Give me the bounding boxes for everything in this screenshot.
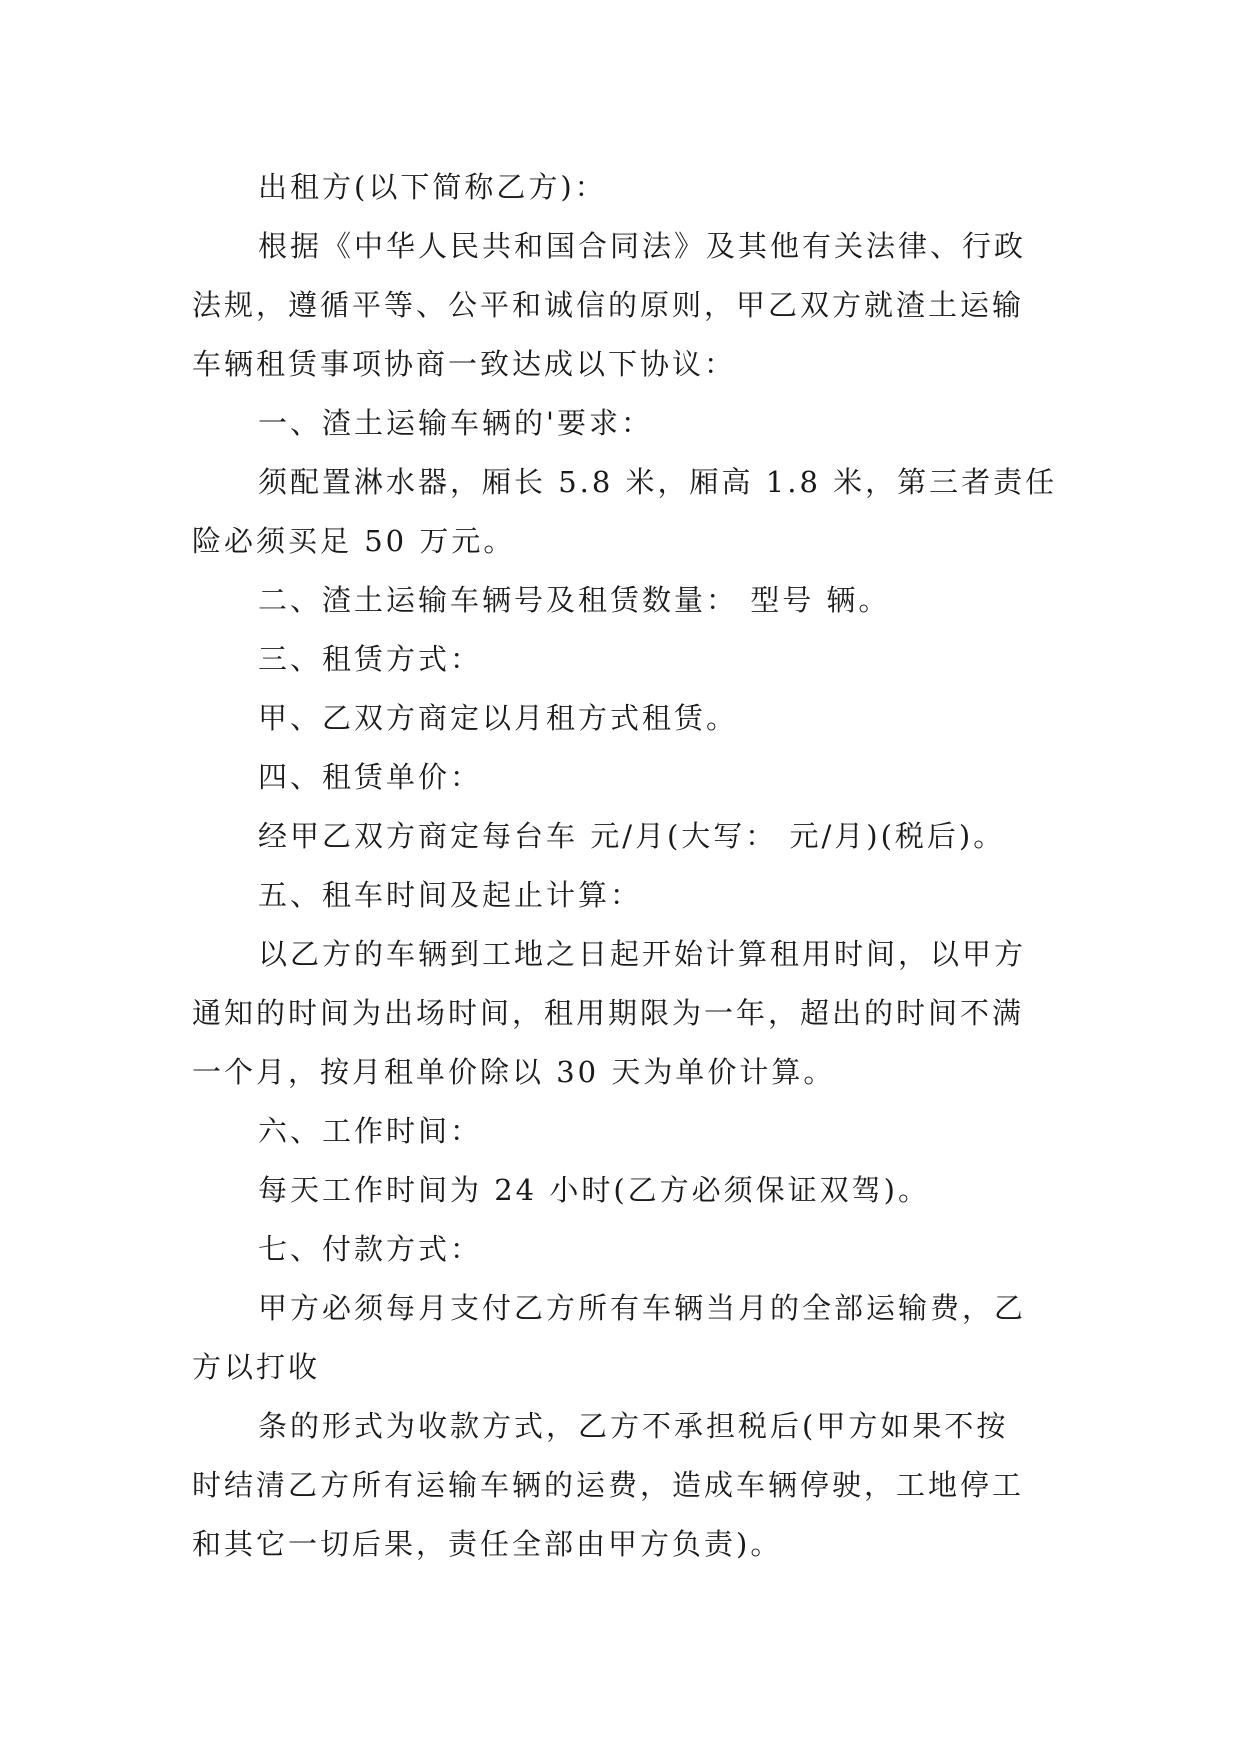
section-heading-3: 三、租赁方式： <box>258 642 483 676</box>
paragraph-line: 方以打收 <box>192 1350 321 1384</box>
section-heading-2: 二、渣土运输车辆号及租赁数量： 型号 辆。 <box>258 583 891 617</box>
paragraph-line: 法规，遵循平等、公平和诚信的原则，甲乙双方就渣土运输 <box>192 288 1025 322</box>
paragraph-line: 条的形式为收款方式，乙方不承担税后(甲方如果不按 <box>258 1409 1009 1443</box>
paragraph-line: 根据《中华人民共和国合同法》及其他有关法律、行政 <box>258 229 1027 263</box>
paragraph-line: 通知的时间为出场时间，租用期限为一年，超出的时间不满 <box>192 996 1025 1030</box>
paragraph-line: 和其它一切后果，责任全部由甲方负责)。 <box>192 1527 783 1561</box>
section-heading-7: 七、付款方式： <box>258 1232 483 1266</box>
document-body <box>192 158 1062 1574</box>
paragraph-line: 险必须买足 50 万元。 <box>192 524 516 558</box>
paragraph-line: 须配置淋水器，厢长 5.8 米，厢高 1.8 米，第三者责任 <box>258 465 1058 499</box>
paragraph-line: 经甲乙双方商定每台车 元/月(大写： 元/月)(税后)。 <box>258 819 1006 853</box>
paragraph-line: 以乙方的车辆到工地之日起开始计算租用时间，以甲方 <box>258 937 1027 971</box>
section-heading-1: 一、渣土运输车辆的'要求： <box>258 406 653 440</box>
paragraph-line: 一个月，按月租单价除以 30 天为单价计算。 <box>192 1055 836 1089</box>
paragraph-line: 每天工作时间为 24 小时(乙方必须保证双驾)。 <box>258 1173 930 1207</box>
section-heading-6: 六、工作时间： <box>258 1114 483 1148</box>
paragraph-line: 车辆租赁事项协商一致达成以下协议： <box>192 347 737 381</box>
paragraph-line: 时结清乙方所有运输车辆的运费，造成车辆停驶，工地停工 <box>192 1468 1025 1502</box>
lessor-line: 出租方(以下简称乙方)： <box>258 170 607 204</box>
section-heading-4: 四、租赁单价： <box>258 760 483 794</box>
section-heading-5: 五、租车时间及起止计算： <box>258 878 643 912</box>
paragraph-line: 甲方必须每月支付乙方所有车辆当月的全部运输费，乙 <box>258 1291 1027 1325</box>
paragraph-line: 甲、乙双方商定以月租方式租赁。 <box>258 701 739 735</box>
